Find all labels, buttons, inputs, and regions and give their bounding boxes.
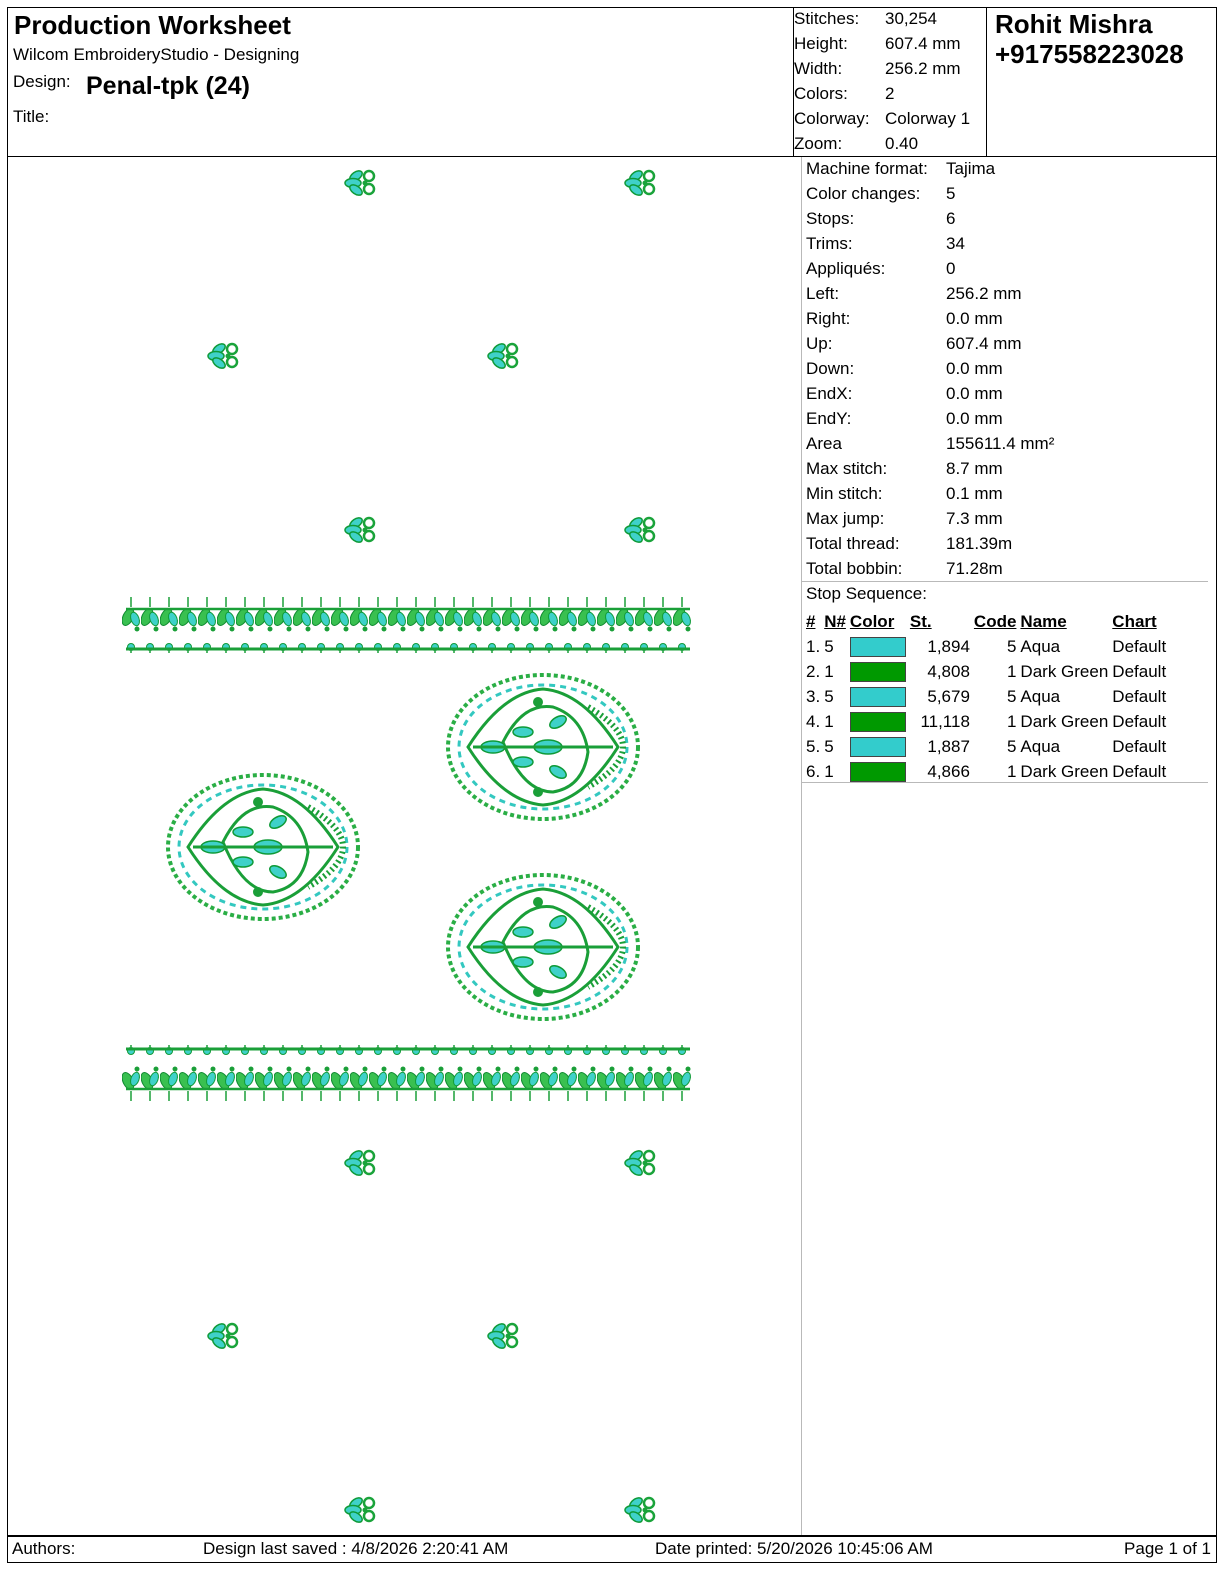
stat-label: Appliqués: <box>806 259 886 278</box>
stat-label: Max jump: <box>806 509 885 528</box>
needle-number: 1 <box>824 661 834 681</box>
stitch-count: 1,894 <box>927 636 970 656</box>
color-name: Dark Green <box>1020 711 1109 731</box>
stitch-count: 4,808 <box>927 661 970 681</box>
stat-value: 34 <box>946 234 965 253</box>
column-header: Color <box>849 612 895 631</box>
summary-label: Width: <box>794 59 843 78</box>
row-number: 2. <box>806 661 821 681</box>
summary-label: Colorway: <box>794 109 870 128</box>
sprig-motif <box>345 1149 374 1178</box>
summary-value: 30,254 <box>885 9 937 28</box>
stat-row <box>806 259 956 279</box>
bottom-border-motif <box>122 1045 692 1101</box>
color-chart: Default <box>1112 761 1167 781</box>
stat-label: Min stitch: <box>806 484 883 503</box>
summary-value: Colorway 1 <box>885 109 971 128</box>
design-statistics <box>802 157 1208 582</box>
summary-value: 256.2 mm <box>885 59 961 78</box>
stat-label: EndX: <box>806 384 853 403</box>
stat-row <box>806 359 1003 379</box>
summary-row <box>794 109 971 129</box>
color-code: 1 <box>1006 761 1017 781</box>
stat-value: 71.28m <box>946 559 1003 578</box>
worksheet-body <box>7 157 1217 1536</box>
stat-row <box>806 284 1022 304</box>
stat-value: 607.4 mm <box>946 334 1022 353</box>
summary-value: 0.40 <box>885 134 919 153</box>
stat-label: Left: <box>806 284 840 303</box>
color-name: Aqua <box>1020 736 1061 756</box>
color-name: Aqua <box>1020 636 1061 656</box>
page-number: Page 1 of 1 <box>1124 1539 1211 1558</box>
design-preview <box>8 157 802 1535</box>
color-code: 1 <box>1006 661 1017 681</box>
needle-number: 5 <box>824 636 834 656</box>
stitch-count: 4,866 <box>927 761 970 781</box>
owner-info <box>995 9 1184 69</box>
stat-label: Area <box>806 434 842 453</box>
stat-label: Total thread: <box>806 534 900 553</box>
footer <box>7 1536 1217 1563</box>
stat-label: Max stitch: <box>806 459 888 478</box>
owner-box <box>987 8 1216 156</box>
color-swatch <box>848 759 908 784</box>
sprig-motif <box>208 1322 237 1351</box>
color-name: Dark Green <box>1020 761 1109 781</box>
color-chart: Default <box>1112 686 1167 706</box>
sprig-motif <box>625 516 654 545</box>
stat-value: 0.0 mm <box>946 409 1003 428</box>
table-row <box>804 634 1168 659</box>
stat-row <box>806 459 1003 479</box>
stat-value: 0.0 mm <box>946 309 1003 328</box>
sprig-motif <box>625 1496 654 1525</box>
summary-value: 607.4 mm <box>885 34 961 53</box>
needle-number: 1 <box>824 711 834 731</box>
stat-label: Machine format: <box>806 159 928 178</box>
sprig-motif <box>625 169 654 198</box>
stat-label: Up: <box>806 334 833 353</box>
design-summary <box>794 8 987 156</box>
stat-row <box>806 384 1003 404</box>
color-chart: Default <box>1112 711 1167 731</box>
row-number: 6. <box>806 761 821 781</box>
table-row <box>804 659 1168 684</box>
medallion-motif <box>168 775 358 919</box>
stat-row <box>806 409 1003 429</box>
color-chart: Default <box>1112 661 1167 681</box>
stat-row <box>806 534 1013 554</box>
summary-label: Zoom: <box>794 134 843 153</box>
stat-label: Down: <box>806 359 855 378</box>
summary-row <box>794 84 895 104</box>
color-swatch <box>848 709 908 734</box>
color-swatch-box <box>850 762 906 782</box>
stat-label: Right: <box>806 309 851 328</box>
date-printed: Date printed: 5/20/2026 10:45:06 AM <box>655 1539 933 1558</box>
row-number: 5. <box>806 736 821 756</box>
stat-label: Trims: <box>806 234 853 253</box>
color-name: Aqua <box>1020 686 1061 706</box>
needle-number: 5 <box>824 686 834 706</box>
color-swatch <box>848 734 908 759</box>
column-header: N# <box>824 612 846 631</box>
needle-number: 1 <box>824 761 834 781</box>
column-header: Code <box>973 612 1017 631</box>
column-header: Name <box>1020 612 1067 631</box>
stat-row <box>806 184 956 204</box>
stat-row <box>806 434 1055 454</box>
owner-phone: +917558223028 <box>995 39 1184 69</box>
owner-name: Rohit Mishra <box>995 9 1153 39</box>
sprig-motif <box>345 169 374 198</box>
stitch-count: 1,887 <box>927 736 970 756</box>
stat-row <box>806 334 1022 354</box>
sprig-motif <box>488 342 517 371</box>
summary-label: Colors: <box>794 84 848 103</box>
summary-row <box>794 9 937 29</box>
needle-number: 5 <box>824 736 834 756</box>
summary-row <box>794 134 919 154</box>
summary-label: Stitches: <box>794 9 860 28</box>
stat-label: EndY: <box>806 409 852 428</box>
stat-value: 0.0 mm <box>946 384 1003 403</box>
summary-value: 2 <box>885 84 895 103</box>
table-row <box>804 709 1168 734</box>
color-chart: Default <box>1112 636 1167 656</box>
stop-sequence-table <box>804 610 1168 784</box>
color-swatch <box>848 659 908 684</box>
stat-row <box>806 209 956 229</box>
color-swatch <box>848 684 908 709</box>
header-info <box>8 8 794 156</box>
stat-value: 6 <box>946 209 956 228</box>
column-header: Chart <box>1112 612 1157 631</box>
table-row <box>804 759 1168 784</box>
stat-row <box>806 509 1003 529</box>
stop-sequence-title: Stop Sequence: <box>806 584 927 603</box>
authors-label: Authors: <box>12 1539 76 1558</box>
medallion-motif <box>448 675 638 819</box>
sprig-motif <box>488 1322 517 1351</box>
summary-label: Height: <box>794 34 848 53</box>
stat-row <box>806 559 1003 579</box>
top-border-motif <box>122 597 692 653</box>
sprig-motif <box>345 516 374 545</box>
stat-value: 0.0 mm <box>946 359 1003 378</box>
color-swatch-box <box>850 687 906 707</box>
stat-value: 8.7 mm <box>946 459 1003 478</box>
worksheet <box>7 7 1217 1576</box>
stat-value: 7.3 mm <box>946 509 1003 528</box>
color-swatch <box>848 634 908 659</box>
row-number: 1. <box>806 636 821 656</box>
design-label: Design: <box>13 72 71 91</box>
stat-label: Stops: <box>806 209 855 228</box>
color-name: Dark Green <box>1020 661 1109 681</box>
summary-row <box>794 59 961 79</box>
table-row <box>804 684 1168 709</box>
color-swatch-box <box>850 662 906 682</box>
stat-value: 0 <box>946 259 956 278</box>
medallion-motif <box>448 875 638 1019</box>
stop-sequence <box>802 582 1208 783</box>
summary-row <box>794 34 961 54</box>
stitch-count: 5,679 <box>927 686 970 706</box>
stitch-count: 11,118 <box>920 711 970 731</box>
header <box>7 7 1217 157</box>
color-swatch-box <box>850 637 906 657</box>
stat-label: Color changes: <box>806 184 921 203</box>
design-name: Penal-tpk (24) <box>86 72 250 100</box>
stat-value: 155611.4 mm² <box>946 434 1055 453</box>
sprig-motif <box>345 1496 374 1525</box>
sprig-motif <box>208 342 237 371</box>
color-swatch-box <box>850 737 906 757</box>
title-label: Title: <box>13 107 50 126</box>
color-chart: Default <box>1112 736 1167 756</box>
table-row <box>804 734 1168 759</box>
last-saved: Design last saved : 4/8/2026 2:20:41 AM <box>203 1539 509 1558</box>
stat-value: 0.1 mm <box>946 484 1003 503</box>
stat-value: 256.2 mm <box>946 284 1022 303</box>
stat-row <box>806 309 1003 329</box>
column-header: # <box>806 612 816 631</box>
embroidery-design-image <box>8 157 801 1535</box>
software-name: Wilcom EmbroideryStudio - Designing <box>13 45 300 64</box>
row-number: 4. <box>806 711 821 731</box>
row-number: 3. <box>806 686 821 706</box>
stat-value: 5 <box>946 184 956 203</box>
color-swatch-box <box>850 712 906 732</box>
color-code: 5 <box>1006 636 1017 656</box>
color-code: 5 <box>1006 686 1017 706</box>
stat-row <box>806 159 996 179</box>
column-header: St. <box>909 612 932 631</box>
page-title: Production Worksheet <box>14 10 291 40</box>
stat-row <box>806 234 965 254</box>
sprig-motif <box>625 1149 654 1178</box>
stat-label: Total bobbin: <box>806 559 903 578</box>
stat-value: Tajima <box>946 159 996 178</box>
stat-row <box>806 484 1003 504</box>
stat-value: 181.39m <box>946 534 1013 553</box>
color-code: 5 <box>1006 736 1017 756</box>
color-code: 1 <box>1006 711 1017 731</box>
